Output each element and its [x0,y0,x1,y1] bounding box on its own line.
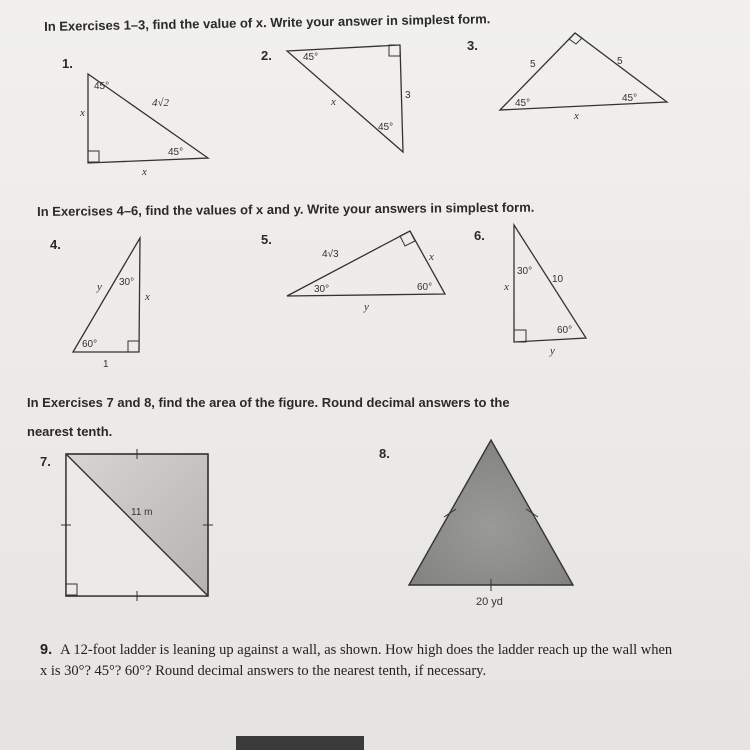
ex5-angle-right: 60° [417,282,433,293]
instruction-ex-7-8-line2: nearest tenth. [27,424,113,439]
instruction-ex-4-6: In Exercises 4–6, find the values of x and y. Write your answers in simplest form. [37,199,535,219]
ex7-diagonal-label: 11 m [131,507,153,518]
exercise-6-number: 6. [474,228,485,243]
triangle-ex4 [73,238,150,370]
problem-9-text: A 12-foot ladder is leaning up against a wall, as shown. How high does the ladder reach up the wall when x is 30°? 45°? 60°? Round decimal answers to the nearest tenth, if necessary. [40,642,673,679]
exercise-3-number: 3. [467,38,478,53]
instruction-ex-7-8-line1: In Exercises 7 and 8, find the area of the figure. Round decimal answers to the [27,395,510,410]
ex6-base-label: y [550,345,555,357]
ex3-angle-right: 45° [622,93,638,104]
ex2-angle-bottom: 45° [378,122,394,133]
ex1-leg-left-label: x [80,107,85,119]
ex5-side-right-label: x [429,251,434,263]
ex3-side-left-label: 5 [530,59,536,70]
bottom-image-fragment [236,736,364,750]
ex5-side-left-label: 4√3 [322,249,339,260]
ex2-angle-top: 45° [303,52,319,63]
ex3-base-label: x [574,110,579,122]
ex4-angle-bottom: 60° [82,339,98,350]
triangle-ex6 [503,225,586,357]
problem-9-number: 9. [40,642,53,658]
ex6-hypotenuse-label: 10 [552,274,564,285]
exercise-7-number: 7. [40,454,51,469]
ex4-leg-right-label: x [145,291,150,303]
ex5-base-label: y [364,301,369,313]
ex1-hypotenuse-label: 4√2 [152,97,170,109]
ex2-side-right-label: 3 [405,90,411,101]
ex1-angle-bottom: 45° [168,147,184,158]
triangle-ex1 [79,74,208,178]
ex1-leg-bottom-label: x [142,166,147,178]
triangle-ex3 [500,33,667,122]
triangle-ex5 [287,231,445,313]
exercise-2-number: 2. [261,48,272,63]
instruction-ex-1-3: In Exercises 1–3, find the value of x. Write your answer in simplest form. [44,11,491,34]
exercise-4-number: 4. [50,237,61,252]
ex8-base-label: 20 yd [476,596,503,608]
triangle-ex8 [409,440,573,608]
square-ex7 [61,449,213,601]
ex6-angle-bottom: 60° [557,325,573,336]
ex2-hypotenuse-label: x [331,96,336,108]
ex5-angle-left: 30° [314,284,330,295]
ex6-angle-top: 30° [517,266,533,277]
ex3-side-right-label: 5 [617,56,623,67]
exercise-5-number: 5. [261,232,272,247]
problem-9 [40,640,680,682]
ex1-angle-top: 45° [94,81,110,92]
ex4-angle-top: 30° [119,277,135,288]
exercise-1-number: 1. [62,56,73,71]
ex3-angle-left: 45° [515,98,531,109]
ex6-leg-left-label: x [504,281,509,293]
exercise-8-number: 8. [379,446,390,461]
ex4-hypotenuse-label: y [97,281,102,293]
triangle-ex2 [287,45,411,152]
ex4-base-label: 1 [103,359,109,370]
